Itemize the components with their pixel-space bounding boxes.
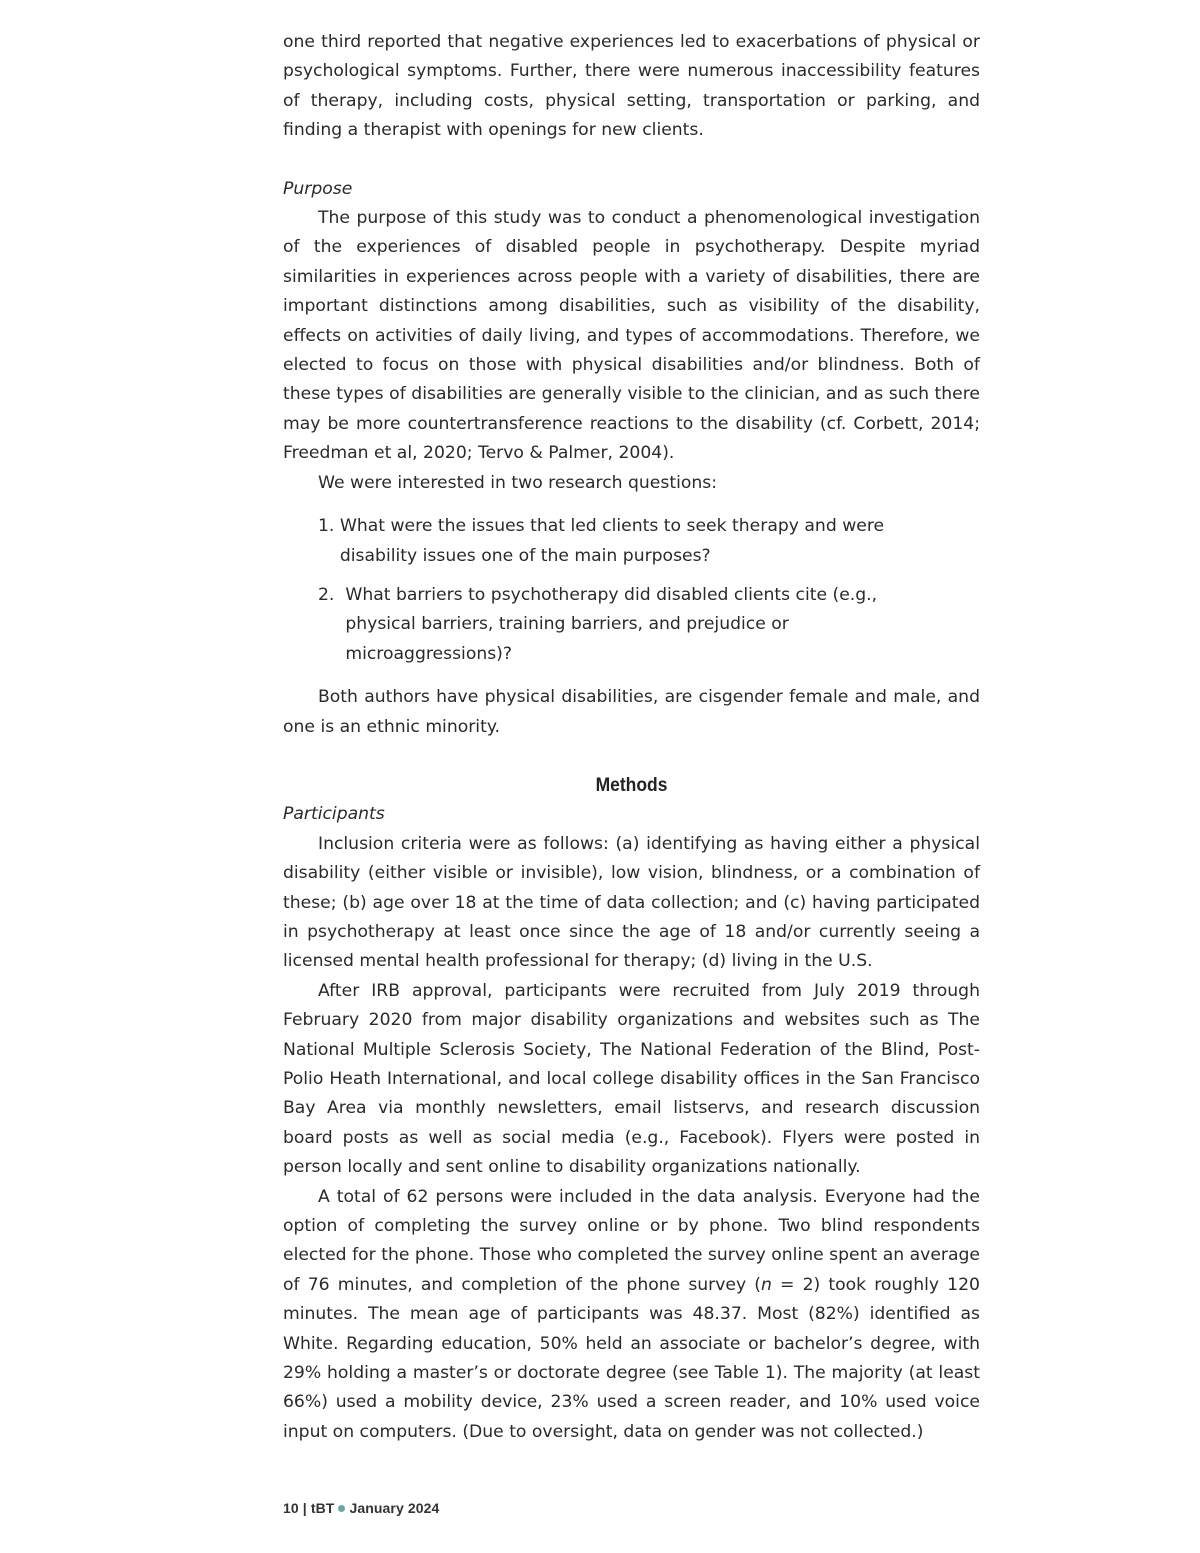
paragraph-text: = 2) took roughly 120 minutes. The mean age of participants was 48.37. Most (82%) identified as White. Regarding education, 50% held an associate or bachelor’s degree, with 29% holding a master’s or doctorate degree (see Table 1). The majority (at least 66%) used a mobility device, 23% used a screen reader, and 10% used voice input on computers. (Due to oversight, data on gender was not collected.) <box>283 1274 980 1442</box>
list-item-text: What barriers to psychotherapy did disabled clients cite (e.g., physical barriers, training barriers, and prejudice or microaggressions)? <box>345 584 878 664</box>
purpose-subheading: Purpose <box>283 178 353 199</box>
footer-separator: | <box>302 1500 307 1516</box>
list-item-number: 2. <box>318 584 335 605</box>
list-item <box>318 581 928 669</box>
article-body <box>283 28 980 1447</box>
page-number: 10 <box>283 1500 299 1516</box>
purpose-paragraph-2: We were interested in two research questions: <box>318 472 717 493</box>
page-footer <box>283 1500 439 1516</box>
participants-subheading: Participants <box>283 804 385 825</box>
methods-paragraph-2: After IRB approval, participants were recruited from July 2019 through February 2020 from major disability organizations and websites such as The National Multiple Sclerosis Society, The National Federation of the Blind, Post-Polio Heath International, and local college disability offices in the San Francisco Bay Area via monthly newsletters, email listservs, and research discussion board posts as well as social media (e.g., Facebook). Flyers were posted in person locally and sent online to disability organizations nationally. <box>283 980 980 1178</box>
research-questions-list <box>318 512 928 669</box>
intro-paragraph: one third reported that negative experiences led to exacerbations of physical or psychological symptoms. Further, there were numerous inaccessibility features of therapy, including costs, physical setting, transportation or parking, and finding a therapist with openings for new clients. <box>283 32 980 141</box>
sample-size-symbol: n <box>761 1274 772 1295</box>
purpose-paragraph-3: Both authors have physical disabilities, are cisgender female and male, and one is an ethnic minority. <box>283 687 980 737</box>
purpose-paragraph-1: The purpose of this study was to conduct a phenomenological investigation of the experiences of disabled people in psychotherapy. Despite myriad similarities in experiences across people with a variety of disabilities, there are important distinctions among disabilities, such as visibility of the disability, effects on activities of daily living, and types of accommodations. Therefore, we elected to focus on those with physical disabilities and/or blindness. Both of these types of disabilities are generally visible to the clinician, and as such there may be more countertransference reactions to the disability (cf. Corbett, 2014; Freedman et al, 2020; Tervo & Palmer, 2004). <box>283 208 980 464</box>
methods-paragraph-1: Inclusion criteria were as follows: (a) identifying as having either a physical disability (either visible or invisible), low vision, blindness, or a combination of these; (b) age over 18 at the time of data collection; and (c) having participated in psychotherapy at least once since the age of 18 and/or currently seeing a licensed mental health professional for therapy; (d) living in the U.S. <box>283 833 980 972</box>
bullet-dot-icon <box>338 1505 345 1512</box>
list-item-number: 1. <box>318 516 335 537</box>
methods-paragraph-3 <box>283 1183 980 1448</box>
issue-date: January 2024 <box>349 1500 440 1516</box>
list-item-text: What were the issues that led clients to seek therapy and were disability issues one of the main purposes? <box>339 516 885 566</box>
list-item <box>318 512 928 571</box>
methods-heading: Methods <box>595 774 668 796</box>
publication-name: tBT <box>310 1500 335 1516</box>
paragraph-text: A total of 62 persons were included in the data analysis. Everyone had the option of completing the survey online or by phone. Two blind respondents elected for the phone. Those who completed the survey online spent an average of 76 minutes, and completion of the phone survey ( <box>283 1186 980 1295</box>
